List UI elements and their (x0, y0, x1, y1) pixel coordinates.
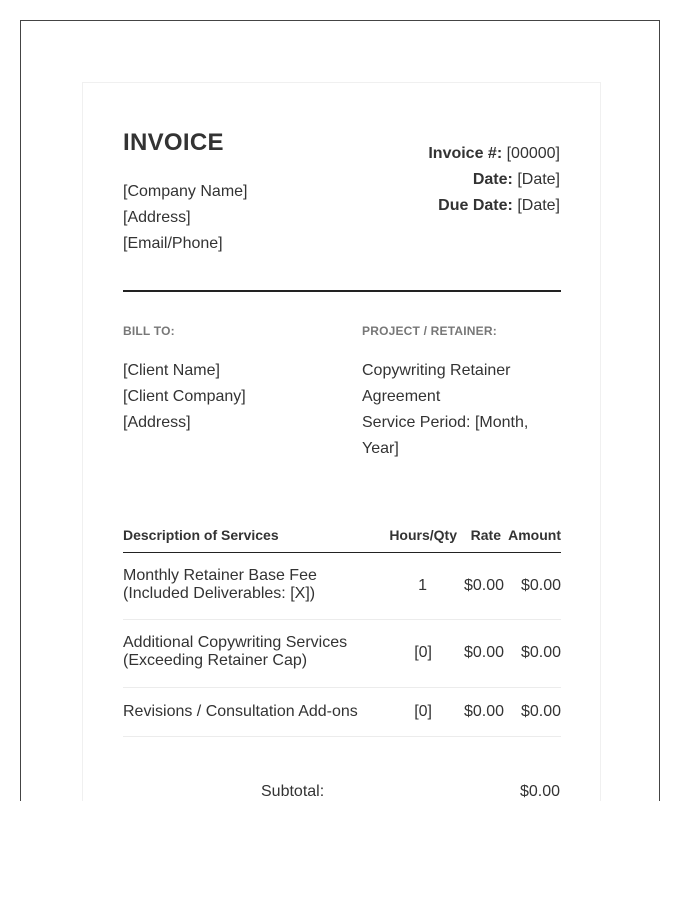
client-name: [Client Name] (123, 362, 220, 379)
row-description-line: (Included Deliverables: [X]) (123, 585, 316, 602)
table-row (123, 553, 561, 620)
company-address: [Address] (123, 209, 191, 226)
due-date-value: [Date] (517, 197, 560, 214)
bill-to-details (123, 358, 246, 436)
row-description-line: Additional Copywriting Services (123, 634, 348, 651)
row-description (123, 703, 358, 721)
row-amount: $0.00 (520, 644, 561, 661)
invoice-date-value: [Date] (517, 171, 560, 188)
row-rate: $0.00 (463, 577, 504, 594)
project-line: Service Period: [Month, (362, 414, 529, 431)
company-name: [Company Name] (123, 183, 248, 200)
table-row (123, 620, 561, 688)
row-qty: [0] (414, 644, 432, 661)
due-date-label: Due Date: (438, 197, 513, 214)
invoice-number-label: Invoice #: (428, 145, 503, 162)
row-qty: [0] (414, 703, 432, 720)
row-rate: $0.00 (463, 703, 504, 720)
invoice-date-label: Date: (472, 171, 513, 188)
invoice-sheet (82, 82, 601, 801)
invoice-meta (428, 141, 560, 219)
table-header (123, 525, 561, 553)
row-qty: 1 (418, 577, 427, 594)
company-contact: [Email/Phone] (123, 235, 223, 252)
row-description (123, 634, 347, 670)
row-amount: $0.00 (520, 577, 561, 594)
header-divider (123, 290, 561, 292)
header-amount: Amount (508, 527, 561, 543)
row-rate: $0.00 (463, 644, 504, 661)
invoice-number-value: [00000] (506, 145, 560, 162)
subtotal-value: $0.00 (519, 783, 560, 800)
table-row (123, 688, 561, 737)
header-description: Description of Services (123, 527, 279, 543)
due-date-row (428, 193, 560, 219)
project-label: PROJECT / RETAINER: (362, 324, 497, 338)
client-company: [Client Company] (123, 388, 246, 405)
document-frame (20, 20, 660, 801)
project-details (362, 358, 562, 462)
project-line: Copywriting Retainer (362, 362, 511, 379)
invoice-number-row (428, 141, 560, 167)
row-description-line: Monthly Retainer Base Fee (123, 567, 317, 584)
header-qty: Hours/Qty (389, 527, 457, 543)
company-info (123, 179, 248, 257)
client-address: [Address] (123, 414, 191, 431)
bill-to-label: BILL TO: (123, 324, 175, 338)
row-amount: $0.00 (520, 703, 561, 720)
project-line: Agreement (362, 388, 441, 405)
invoice-title: INVOICE (123, 129, 224, 156)
subtotal-label: Subtotal: (261, 783, 325, 800)
services-table (123, 525, 561, 737)
row-description-line: (Exceeding Retainer Cap) (123, 652, 308, 669)
row-description (123, 567, 317, 603)
header-rate: Rate (470, 527, 501, 543)
row-description-line: Revisions / Consultation Add-ons (123, 703, 358, 720)
project-line: Year] (362, 440, 399, 457)
invoice-date-row (428, 167, 560, 193)
